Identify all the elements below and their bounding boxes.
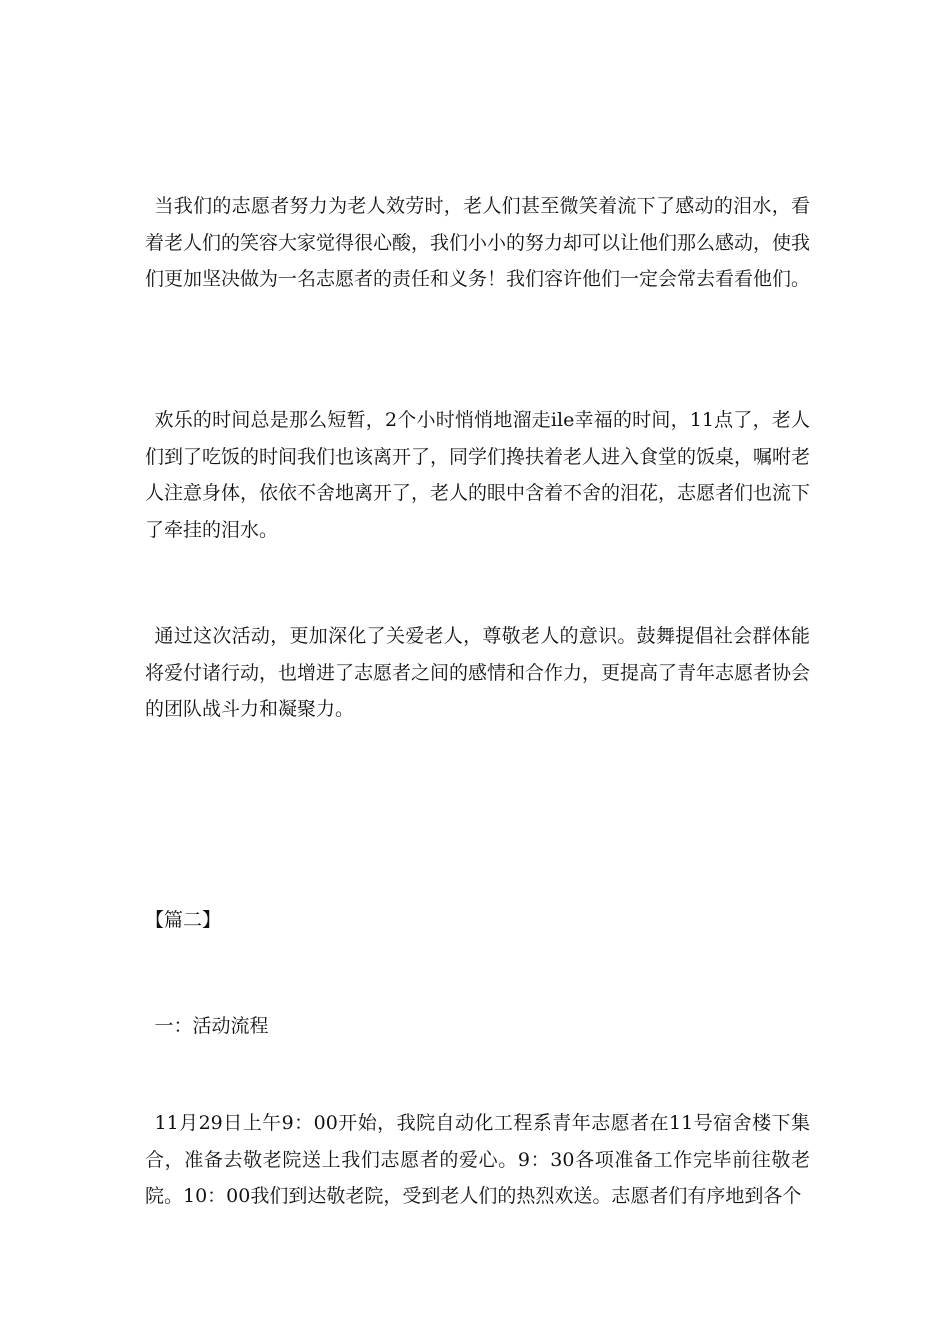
paragraph-activity-flow: 11月29日上午9：00开始，我院自动化工程系青年志愿者在11号宿舍楼下集合，准备去敬老院送上我们志愿者的爱心。9：30各项准备工作完毕前往敬老院。10：00我们到达敬老院，受到老人们的热烈欢送。志愿者们有序地到各个 [145, 1112, 810, 1207]
paragraph-activity-summary: 通过这次活动，更加深化了关爱老人，尊敬老人的意识。鼓舞提倡社会群体能将爱付诸行动，也增进了志愿者之间的感情和合作力，更提高了青年志愿者协会的团队战斗力和凝聚力。 [145, 625, 811, 720]
section-subheading: 一：活动流程 [154, 1015, 269, 1037]
paragraph-happy-time: 欢乐的时间总是那么短暂，2个小时悄悄地溜走ile幸福的时间，11点了，老人们到了吃饭的时间我们也该离开了，同学们搀扶着老人进入食堂的饭桌，嘱咐老人注意身体，依依不舍地离开了，老人的眼中含着不舍的泪花，志愿者们也流下了牵挂的泪水。 [145, 409, 811, 541]
paragraph-volunteers-service: 当我们的志愿者努力为老人效劳时，老人们甚至微笑着流下了感动的泪水，看着老人们的笑容大家觉得很心酸，我们小小的努力却可以让他们那么感动，使我们更加坚决做为一名志愿者的责任和义务！我们容许他们一定会常去看看他们。 [145, 195, 811, 290]
section-title: 【篇二】 [145, 909, 222, 931]
